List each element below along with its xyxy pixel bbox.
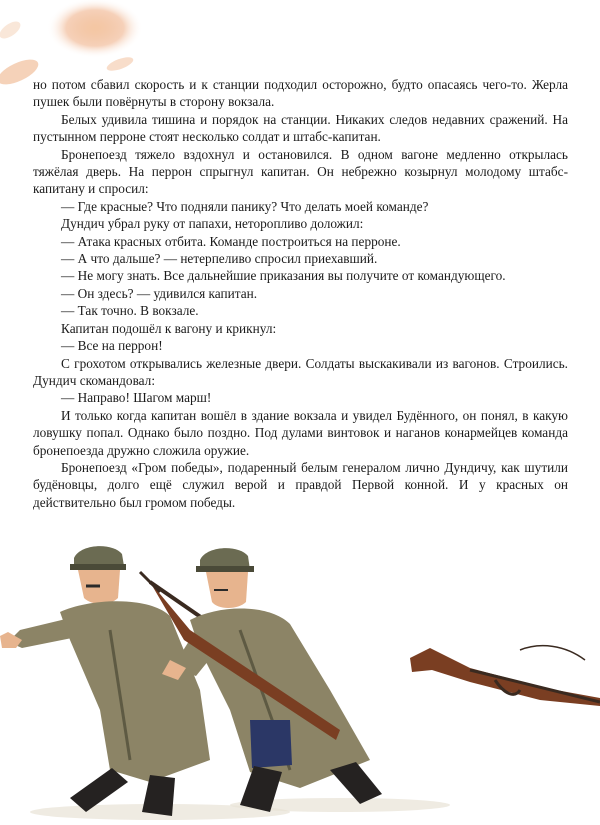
dialogue-line: — Все на перрон! — [61, 338, 163, 354]
dialogue-line: — Так точно. В вокзале. — [61, 303, 199, 319]
dialogue-line: — Направо! Шагом марш! — [61, 390, 212, 406]
paragraph: но потом сбавил скорость и к станции подходил осторожно, будто опасаясь чего-то. Жерла пушек были повёрнуты в сторону вокзала. — [33, 77, 568, 110]
paragraph: И только когда капитан вошёл в здание вокзала и увидел Будённого, он понял, в какую ловушку попал. Однако было поздно. Под дулами винтовок и наганов конармейцев команда бронепоезда дружно сложила оружие. — [33, 407, 568, 458]
paragraph: Капитан подошёл к вагону и крикнул: — [61, 320, 277, 336]
paragraph: Бронепоезд «Гром победы», подаренный белым генералом лично Дундичу, как шутили будёновцы, долго ещё служил верой и правдой Первой конной. И у красных он действительно был громом победы. — [33, 459, 568, 510]
dialogue-line: — Он здесь? — удивился капитан. — [61, 285, 258, 301]
dialogue-line: — Не могу знать. Все дальнейшие приказания вы получите от командующего. — [61, 268, 506, 284]
soldiers-illustration-icon — [0, 520, 600, 825]
dialogue-line: — Где красные? Что подняли панику? Что делать моей команде? — [61, 198, 429, 214]
dialogue-line: — Атака красных отбита. Команде построиться на перроне. — [61, 233, 401, 249]
story-text — [33, 76, 568, 511]
paragraph: Белых удивила тишина и порядок на станции. Никаких следов недавних сражений. На пустынном перроне стоят несколько солдат и штабс-капитан. — [33, 111, 568, 145]
dialogue-line: — А что дальше? — нетерпеливо спросил приехавший. — [61, 251, 378, 267]
paragraph: С грохотом открывались железные двери. Солдаты выскакивали из вагонов. Строились. Дундич скомандовал: — [33, 355, 568, 388]
paragraph: Дундич убрал руку от папахи, неторопливо доложил: — [61, 216, 364, 232]
dropped-rifle-icon — [410, 646, 600, 706]
paragraph: Бронепоезд тяжело вздохнул и остановился. В одном вагоне медленно открылась тяжёлая дверь. На перрон спрыгнул капитан. Он небрежно козырнул молодому штабс-капитану и спросил: — [33, 146, 568, 197]
